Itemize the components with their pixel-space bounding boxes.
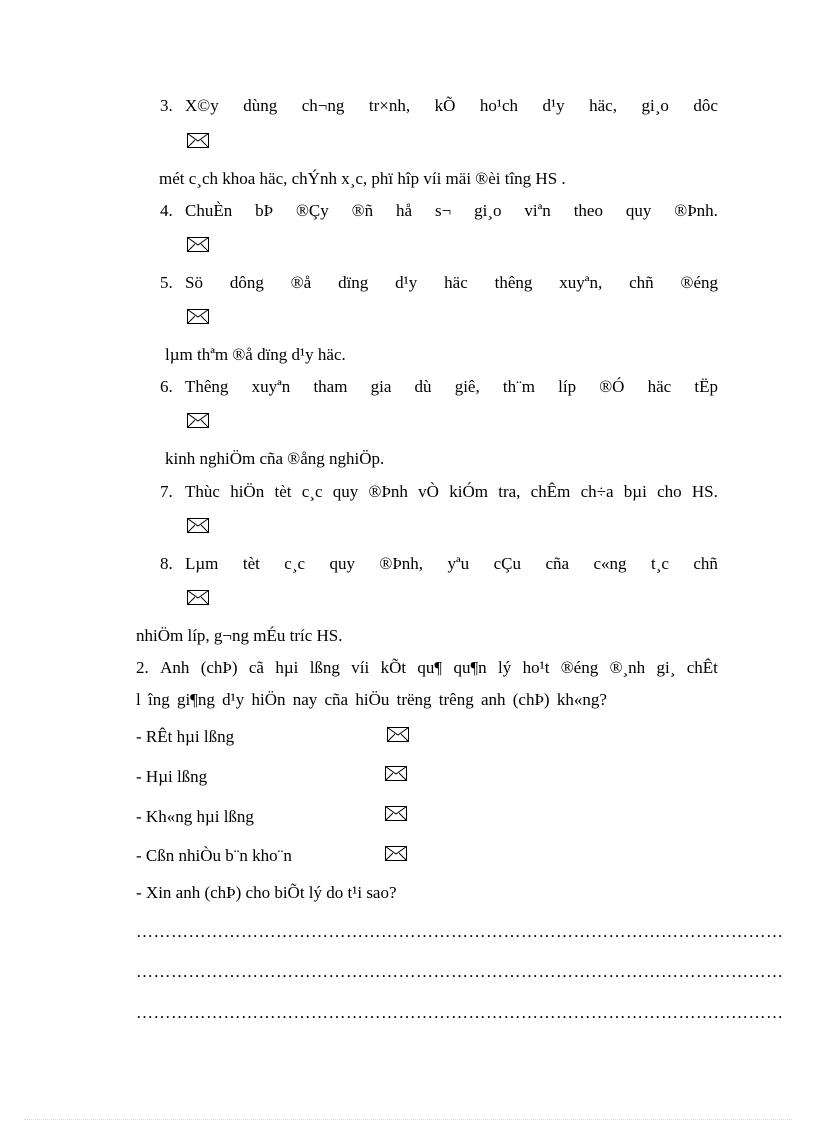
- reason-prompt: - Xin anh (chÞ) cho biÕt lý do t¹i sao?: [136, 883, 397, 902]
- envelope-checkbox-icon: [187, 518, 209, 533]
- item-text: ChuÈn bÞ ®Çy ®ñ hå s¬ gi¸o viªn theo quy ®Þnh.: [185, 201, 718, 220]
- item-number: 6.: [160, 377, 173, 396]
- item-text: Lµm tèt c¸c quy ®Þnh, yªu cÇu cña c«ng t¸c chñ: [185, 554, 718, 573]
- envelope-checkbox-icon: [385, 806, 407, 821]
- option-still-concerned: - Cßn nhiÒu b¨n kho¨n: [136, 846, 292, 865]
- envelope-checkbox-icon: [187, 237, 209, 252]
- option-satisfied: - Hµi lßng: [136, 767, 208, 786]
- answer-line-2[interactable]: …………………………………………………………………………………………………: [136, 962, 784, 981]
- checkbox-not-satisfied[interactable]: [385, 806, 407, 821]
- item-text-continuation: lµm thªm ®å dïng d¹y häc.: [165, 345, 346, 364]
- option-very-satisfied: - RÊt hµi lßng: [136, 727, 235, 746]
- checkbox-still-concerned[interactable]: [385, 846, 407, 861]
- envelope-checkbox-icon: [385, 846, 407, 861]
- envelope-checkbox-icon: [187, 413, 209, 428]
- item-number: 5.: [160, 273, 173, 292]
- envelope-checkbox-icon: [187, 133, 209, 148]
- page-bottom-divider: [24, 1119, 792, 1120]
- checkbox-6[interactable]: [187, 413, 209, 428]
- item-number: 4.: [160, 201, 173, 220]
- checkbox-4[interactable]: [187, 237, 209, 252]
- envelope-checkbox-icon: [385, 766, 407, 781]
- question-2-text-continuation: l îng gi¶ng d¹y hiÖn nay cña hiÖu trëng trêng anh (chÞ) kh«ng?: [136, 690, 607, 709]
- envelope-checkbox-icon: [187, 590, 209, 605]
- item-text: Thùc hiÖn tèt c¸c quy ®Þnh vÒ kiÓm tra, chÊm ch÷a bµi cho HS.: [185, 482, 718, 501]
- item-text: Thêng xuyªn tham gia dù giê, th¨m líp ®Ó häc tËp: [185, 377, 718, 396]
- answer-line-1[interactable]: …………………………………………………………………………………………………: [136, 922, 784, 941]
- item-text: Sö dông ®å dïng d¹y häc thêng xuyªn, chñ ®éng: [185, 273, 718, 292]
- checkbox-satisfied[interactable]: [385, 766, 407, 781]
- checkbox-3[interactable]: [187, 133, 209, 148]
- option-not-satisfied: - Kh«ng hµi lßng: [136, 807, 254, 826]
- item-text-continuation: nhiÖm líp, g¬ng mÉu tríc HS.: [136, 626, 343, 645]
- checkbox-very-satisfied[interactable]: [387, 727, 409, 742]
- item-number: 3.: [160, 96, 173, 115]
- checkbox-7[interactable]: [187, 518, 209, 533]
- item-number: 8.: [160, 554, 173, 573]
- envelope-checkbox-icon: [387, 727, 409, 742]
- envelope-checkbox-icon: [187, 309, 209, 324]
- checkbox-5[interactable]: [187, 309, 209, 324]
- item-text: X©y dùng ch¬ng tr×nh, kÕ ho¹ch d¹y häc, gi¸o dôc: [185, 96, 718, 115]
- item-number: 7.: [160, 482, 173, 501]
- answer-line-3[interactable]: …………………………………………………………………………………………………: [136, 1003, 784, 1022]
- item-text-continuation: kinh nghiÖm cña ®ång nghiÖp.: [165, 449, 385, 468]
- checkbox-8[interactable]: [187, 590, 209, 605]
- item-text-continuation: mét c¸ch khoa häc, chÝnh x¸c, phï hîp víi mäi ®èi tîng HS .: [159, 169, 566, 188]
- question-2-text: 2. Anh (chÞ) cã hµi lßng víi kÕt qu¶ qu¶n lý ho¹t ®éng ®¸nh gi¸ chÊt: [136, 658, 718, 677]
